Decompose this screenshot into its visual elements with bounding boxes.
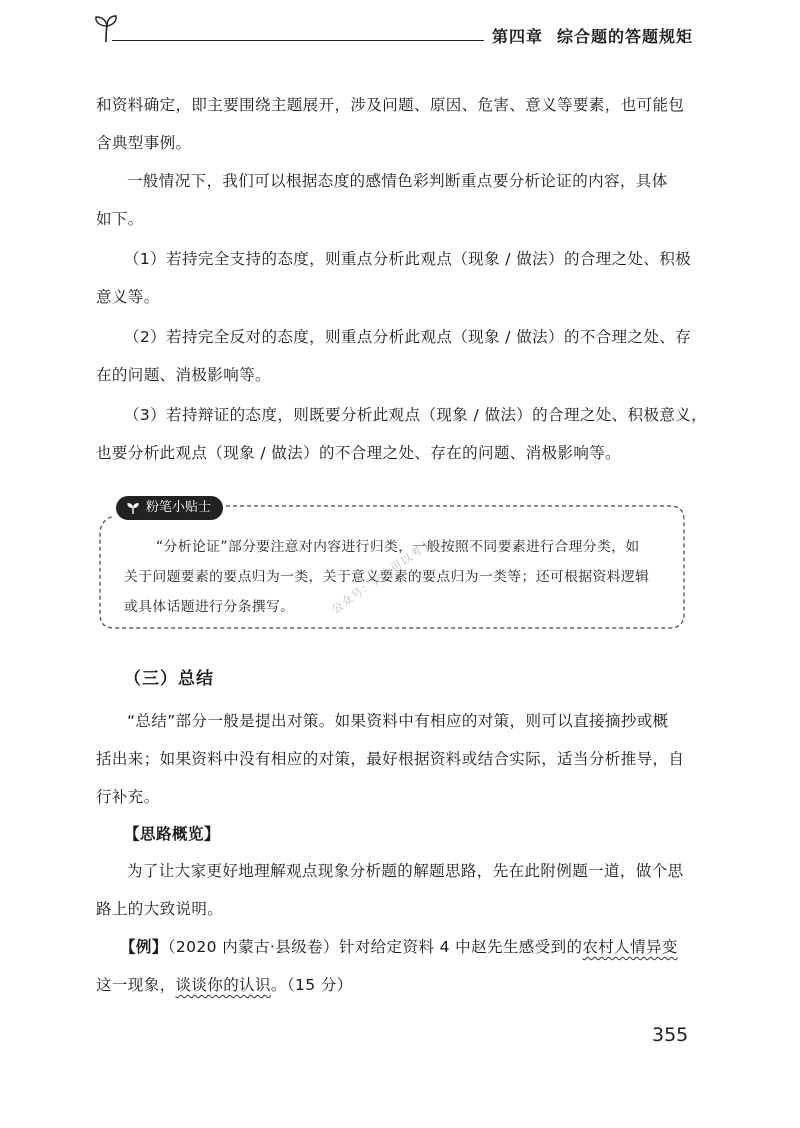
text-line: 在的问题、消极影响等。 bbox=[96, 366, 271, 384]
paragraph-continuation bbox=[96, 86, 700, 162]
tip-line: 或具体话题进行分条撰写。 bbox=[124, 599, 295, 615]
text-line: 路上的大致说明。 bbox=[96, 900, 224, 918]
sprout-icon bbox=[126, 501, 140, 515]
text-line: “总结”部分一般是提出对策。如果资料中有相应的对策，则可以直接摘抄或概 bbox=[127, 712, 669, 730]
text-line: 为了让大家更好地理解观点现象分析题的解题思路，先在此附例题一道，做个思 bbox=[127, 862, 684, 880]
example-tag: 【例】 bbox=[120, 938, 168, 956]
example-question bbox=[96, 928, 700, 1004]
text-line: 一般情况下，我们可以根据态度的感情色彩判断重点要分析论证的内容，具体 bbox=[127, 172, 668, 190]
text-line: （2）若持完全反对的态度，则重点分析此观点（现象 / 做法）的不合理之处、存 bbox=[124, 328, 692, 346]
paragraph-intro bbox=[96, 162, 700, 238]
section-heading: （三）总结 bbox=[124, 669, 214, 689]
text-line: （1）若持完全支持的态度，则重点分析此观点（现象 / 做法）的合理之处、积极 bbox=[124, 250, 692, 268]
tip-label: 粉笔小贴士 bbox=[146, 500, 212, 515]
tip-content bbox=[124, 532, 672, 622]
page-number: 355 bbox=[652, 1024, 689, 1046]
highlighted-phrase: 谈谈你的认识 bbox=[175, 976, 271, 994]
highlighted-phrase: 农村人情异变 bbox=[582, 938, 678, 956]
tip-line: “分析论证”部分要注意对内容进行归类，一般按照不同要素进行合理分类，如 bbox=[156, 539, 640, 555]
tip-line: 关于问题要素的要点归为一类，关于意义要素的要点归为一类等；还可根据资料逻辑 bbox=[124, 569, 650, 585]
overview-paragraph bbox=[96, 852, 700, 928]
list-item bbox=[96, 396, 708, 472]
header-rule bbox=[112, 40, 484, 41]
example-text: 这一现象， bbox=[96, 976, 176, 994]
example-source: （2020 内蒙古·县级卷）针对给定资料 4 中赵先生感受到的 bbox=[167, 938, 583, 956]
text-line: （3）若持辩证的态度，则既要分析此观点（现象 / 做法）的合理之处、积极意义， bbox=[124, 406, 708, 424]
summary-paragraph bbox=[96, 702, 700, 816]
example-score: 。（15 分） bbox=[270, 976, 353, 994]
running-header bbox=[492, 24, 693, 47]
overview-heading: 【思路概览】 bbox=[124, 825, 221, 843]
chapter-label: 第四章 bbox=[492, 27, 544, 46]
text-line: 行补充。 bbox=[96, 788, 160, 806]
list-item bbox=[96, 318, 700, 394]
text-line: 和资料确定，即主要围绕主题展开，涉及问题、原因、危害、意义等要素，也可能包 bbox=[96, 96, 685, 114]
text-line: 括出来；如果资料中没有相应的对策，最好根据资料或结合实际，适当分析推导，自 bbox=[96, 750, 685, 768]
text-line: 意义等。 bbox=[96, 288, 160, 306]
text-line: 如下。 bbox=[96, 210, 144, 228]
chapter-title: 综合题的答题规矩 bbox=[557, 27, 694, 46]
watermark: 公众号：完全可以考上 bbox=[329, 536, 436, 617]
text-line: 含典型事例。 bbox=[96, 134, 192, 152]
tip-badge bbox=[116, 496, 223, 520]
text-line: 也要分析此观点（现象 / 做法）的不合理之处、存在的问题、消极影响等。 bbox=[96, 444, 622, 462]
list-item bbox=[96, 240, 700, 316]
